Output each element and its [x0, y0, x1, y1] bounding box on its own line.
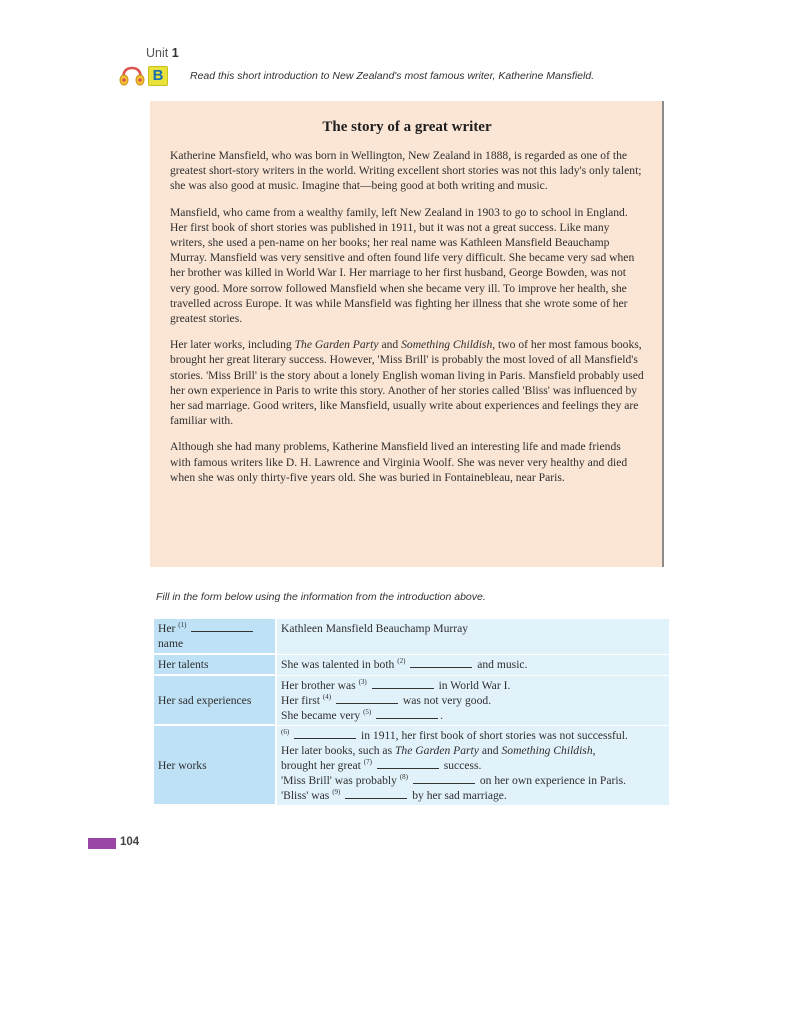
form-row-works	[154, 725, 669, 805]
fill-in-form	[154, 619, 669, 806]
form-row-sad-experiences	[154, 675, 669, 725]
form-value-name: Kathleen Mansfield Beauchamp Murray	[276, 619, 669, 654]
form-row-talents	[154, 654, 669, 675]
form-value-sad-experiences: Her brother was $^{(3)}$ in World War I. Her first $^{(4)}$ was not very good. She became very $^{(5)}$ .	[276, 675, 669, 725]
form-instruction: Fill in the form below using the information from the introduction above.	[156, 591, 486, 603]
blank-8[interactable]	[413, 773, 475, 784]
passage-paragraph-3: Her later works, including The Garden Party and Something Childish, two of her most famous books, brought her great literary success. However, 'Miss Brill' is probably the most loved of all Mansfield's stories. 'Miss Brill' is the story about a lonely English woman living in Paris. Mansfield probably used her own experience in Paris to write this story. Another of her stories called 'Bliss' was influenced by her sad marriage. Good writers, like Mansfield, usually write about experiences and feelings they are familiar with.	[170, 338, 644, 428]
blank-1[interactable]	[191, 621, 253, 632]
unit-label: Unit 1	[146, 46, 179, 60]
blank-3[interactable]	[372, 678, 434, 689]
reading-passage	[150, 101, 664, 567]
blank-6[interactable]	[294, 728, 356, 739]
section-letter-badge: B	[148, 66, 168, 86]
form-label-works: Her works	[154, 725, 276, 805]
blank-5[interactable]	[376, 708, 438, 719]
passage-paragraph-1: Katherine Mansfield, who was born in Wellington, New Zealand in 1888, is regarded as one of the greatest short-story writers in the world. Writing excellent short stories was not this lady's only talent; she was also good at music. Imagine that—being good at both writing and music.	[170, 149, 642, 193]
form-value-works: $^{(6)}$ in 1911, her first book of short stories was not successful. Her later books, such as The Garden Party and Something Childish, brought her great $^{(7)}$ success. 'Miss Brill' was probably $^{(8)}$ on her own experience in Paris. 'Bliss' was $^{(9)}$ by her sad marriage.	[276, 725, 669, 805]
form-label-talents: Her talents	[154, 654, 276, 675]
blank-4[interactable]	[336, 693, 398, 704]
form-label-sad-experiences: Her sad experiences	[154, 675, 276, 725]
passage-title: The story of a great writer	[322, 119, 492, 135]
passage-paragraph-2: Mansfield, who came from a wealthy family, left New Zealand in 1903 to go to school in England. Her first book of short stories was published in 1911, but it was not a great success. Like many writers, she used a pen-name on her books; her real name was Kathleen Mansfield Beauchamp Murray. Mansfield was very sensitive and often found life very difficult. She became very sad when her brother was killed in World War I. Her marriage to her first husband, George Bowden, was not very good. More sorrow followed Mansfield when she became very ill. To improve her health, she travelled across Europe. It was while Mansfield was fighting her illness that she wrote some of her greatest stories.	[170, 205, 635, 326]
form-value-talents: She was talented in both $^{(2)}$ and music.	[276, 654, 669, 675]
page-number: 104	[120, 836, 140, 848]
blank-7[interactable]	[377, 758, 439, 769]
passage-paragraph-4: Although she had many problems, Katherine Mansfield lived an interesting life and made friends with famous writers like D. H. Lawrence and Virginia Woolf. She was never very healthy and died when she was only thirty-five years old. She was buried in Fontainebleau, near Paris.	[170, 440, 628, 484]
section-instruction-row	[118, 64, 678, 88]
blank-9[interactable]	[345, 788, 407, 799]
headset-icon	[118, 64, 146, 88]
section-instruction: Read this short introduction to New Zealand's most famous writer, Katherine Mansfield.	[190, 70, 595, 82]
blank-2[interactable]	[410, 657, 472, 668]
form-label-name: Her $^{(1)}$ name	[154, 619, 276, 654]
form-row-name	[154, 619, 669, 654]
page-number-bar	[88, 838, 116, 849]
